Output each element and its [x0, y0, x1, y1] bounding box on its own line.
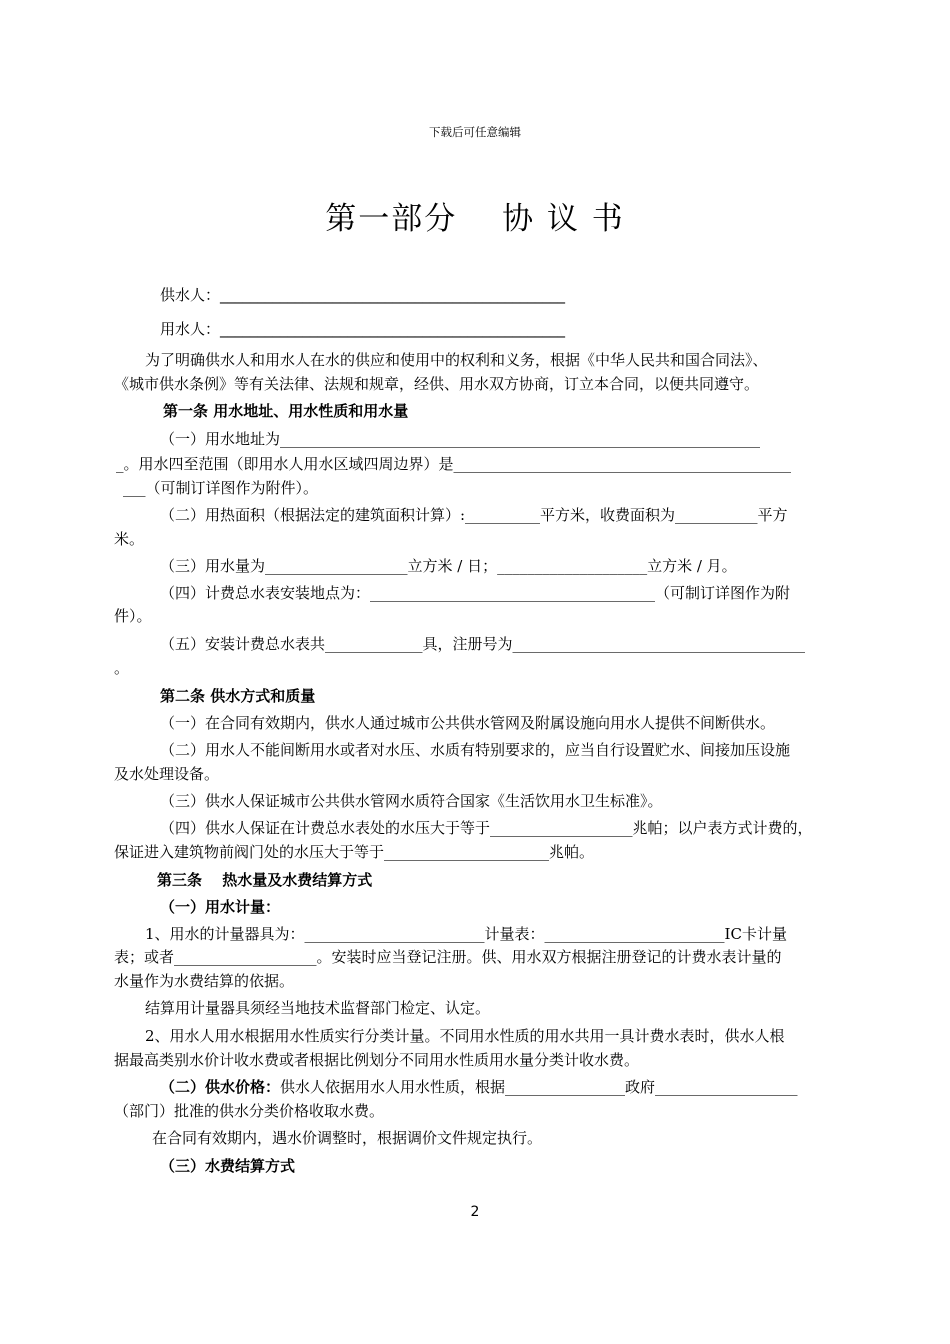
- price-heading: （二）供水价格：: [160, 1078, 281, 1096]
- page-header: 下载后可任意编辑: [429, 125, 521, 139]
- article-2-item-3: （三）供水人保证城市公共供水管网水质符合国家《生活饮用水卫生标准》。: [160, 792, 663, 810]
- article-2-heading: 第二条 供水方式和质量: [160, 687, 316, 705]
- metering-item-2b: 据最高类别水价计收水费或者根据比例划分不同用水性质用水量分类计收水费。: [114, 1051, 640, 1069]
- article-1-item-4b: 件）。: [114, 607, 152, 625]
- metering-note: 结算用计量器具须经当地技术监督部门检定、认定。: [145, 999, 491, 1017]
- price-line: [160, 1077, 920, 1097]
- settlement-heading: （三）水费结算方式: [160, 1157, 296, 1175]
- page-number: 2: [470, 1204, 480, 1220]
- intro-line-1: 为了明确供水人和用水人在水的供应和使用中的权利和义务，根据《中华人民共和国合同法》、: [145, 351, 768, 369]
- article-1-item-4a: （四）计费总水表安装地点为：______________________________________（可制订详图作为附: [160, 584, 791, 602]
- article-1-heading: 第一条 用水地址、用水性质和用水量: [163, 402, 409, 420]
- article-2-item-2a: （二）用水人不能间断用水或者对水压、水质有特别要求的，应当自行设置贮水、间接加压设施: [160, 741, 791, 759]
- article-2-item-4b: 保证进入建筑物前阀门处的水压大于等于______________________兆帕。: [114, 843, 595, 861]
- article-2-item-4a: （四）供水人保证在计费总水表处的水压大于等于___________________兆帕；以户表方式计费的，: [160, 819, 813, 837]
- article-1-item-2b: 米。: [114, 530, 145, 548]
- page-title: 第一部分 协 议 书: [325, 201, 625, 237]
- user-line: 用水人：______________________________________________: [160, 320, 566, 338]
- article-1-item-1b: _。用水四至范围（即用水人用水区域四周边界）是_____________________________________________: [116, 455, 792, 473]
- metering-item-1a: 1、用水的计量器具为：________________________计量表：________________________IC卡计量: [145, 925, 787, 943]
- article-1-item-5a: （五）安装计费总水表共_____________具，注册号为_______________________________________: [160, 635, 806, 653]
- article-2-item-2b: 及水处理设备。: [114, 765, 220, 783]
- article-1-item-5b: 。: [114, 659, 130, 677]
- article-2-item-1: （一）在合同有效期内，供水人通过城市公共供水管网及附属设施向用水人提供不间断供水。: [160, 714, 776, 732]
- article-1-item-2a: （二）用热面积（根据法定的建筑面积计算）:__________平方米，收费面积为___________平方: [160, 506, 788, 524]
- metering-item-1c: 水量作为水费结算的依据。: [114, 972, 295, 990]
- metering-item-2a: 2、用水人用水根据用水性质实行分类计量。不同用水性质的用水共用一具计费水表时，供水人根: [145, 1027, 785, 1045]
- supplier-line: 供水人：______________________________________________: [160, 286, 566, 304]
- price-text: 供水人依据用水人用水性质，根据________________政府___________________: [280, 1078, 798, 1096]
- metering-heading: （一）用水计量：: [160, 898, 281, 916]
- article-1-item-1c: ___（可制订详图作为附件）。: [123, 479, 319, 497]
- article-1-item-3: （三）用水量为___________________立方米 / 日；____________________立方米 / 月。: [160, 557, 737, 575]
- price-adjust-note: 在合同有效期内，遇水价调整时，根据调价文件规定执行。: [152, 1129, 543, 1147]
- intro-line-2: 《城市供水条例》等有关法律、法规和规章，经供、用水双方协商，订立本合同，以便共同遵守。: [114, 375, 760, 393]
- article-3-heading: 第三条 热水量及水费结算方式: [157, 871, 373, 889]
- article-1-item-1a: （一）用水地址为________________________________________________________________: [160, 430, 761, 448]
- price-line-2: （部门）批准的供水分类价格收取水费。: [114, 1102, 385, 1120]
- metering-item-1b: 表；或者___________________。安装时应当登记注册。供、用水双方根据注册登记的计费水表计量的: [114, 948, 782, 966]
